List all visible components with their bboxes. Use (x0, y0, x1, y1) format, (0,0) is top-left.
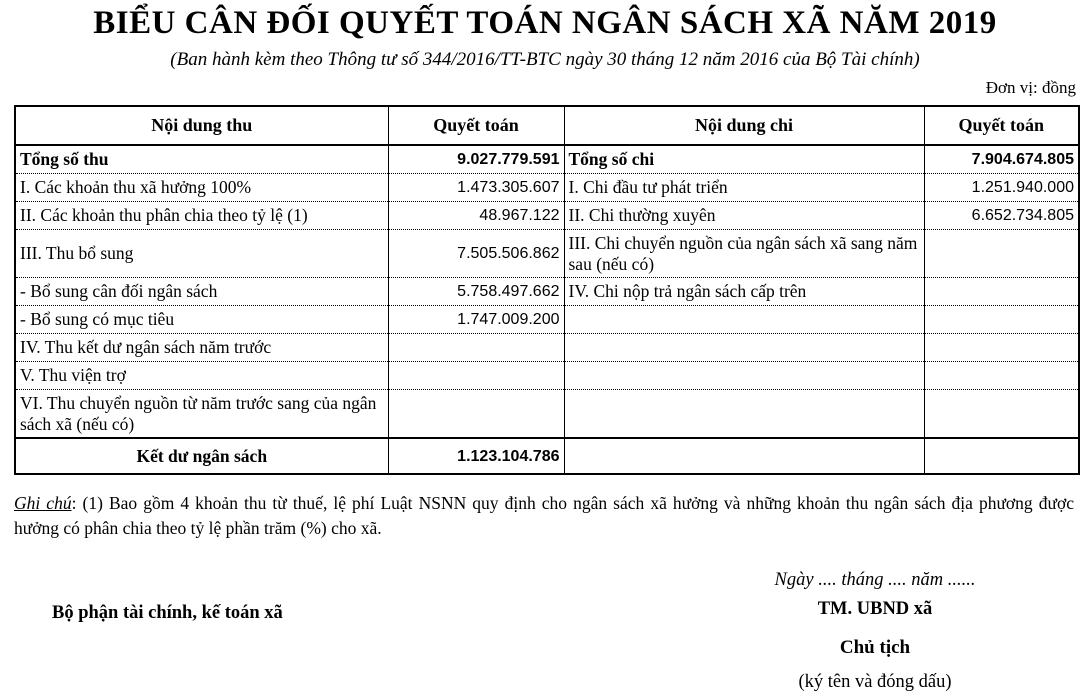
thu-value-cell: 5.758.497.662 (388, 277, 564, 305)
table-row (15, 229, 1079, 277)
balance-value-cell: 1.123.104.786 (388, 438, 564, 474)
thu-value-cell (388, 333, 564, 361)
document-page (0, 5, 1090, 692)
chi-value-cell: 1.251.940.000 (924, 173, 1079, 201)
table-row (15, 201, 1079, 229)
table-row (15, 333, 1079, 361)
page-subtitle: (Ban hành kèm theo Thông tư số 344/2016/TT-BTC ngày 30 tháng 12 năm 2016 của Bộ Tài chính) (170, 49, 920, 70)
signature-org: TM. UBND xã (817, 599, 933, 619)
chi-label-cell: Tổng số chi (564, 145, 924, 173)
balance-label-cell: Kết dư ngân sách (15, 438, 388, 474)
chi-value-cell: 7.904.674.805 (924, 145, 1079, 173)
thu-label-cell: I. Các khoản thu xã hưởng 100% (15, 173, 388, 201)
chi-label-cell: II. Chi thường xuyên (564, 201, 924, 229)
thu-label-cell: - Bổ sung cân đối ngân sách (15, 277, 388, 305)
header-chi-value: Quyết toán (924, 106, 1079, 145)
table-header-row (15, 106, 1079, 145)
chi-label-cell (564, 305, 924, 333)
budget-balance-table (14, 105, 1080, 475)
unit-label: Đơn vị: đồng (985, 78, 1076, 97)
thu-label-cell: - Bổ sung có mục tiêu (15, 305, 388, 333)
footnote-text: : (1) Bao gồm 4 khoản thu từ thuế, lệ phí Luật NSNN quy định cho ngân sách xã hưởng và những khoản thu ngân sách địa phương được hưởng có phân chia theo tỷ lệ phần trăm (%) cho xã. (14, 492, 1074, 538)
thu-value-cell: 48.967.122 (388, 201, 564, 229)
footnote (14, 491, 1074, 541)
chi-value-cell (924, 229, 1079, 277)
chi-value-cell (924, 361, 1079, 389)
chi-value-cell (924, 277, 1079, 305)
table-row (15, 145, 1079, 173)
header-thu-label: Nội dung thu (15, 106, 388, 145)
thu-label-cell: IV. Thu kết dư ngân sách năm trước (15, 333, 388, 361)
chi-value-cell (924, 333, 1079, 361)
chi-label-cell: IV. Chi nộp trả ngân sách cấp trên (564, 277, 924, 305)
chi-value-cell: 6.652.734.805 (924, 201, 1079, 229)
table-row (15, 277, 1079, 305)
chi-label-cell (564, 438, 924, 474)
table-row (15, 173, 1079, 201)
header-chi-label: Nội dung chi (564, 106, 924, 145)
chi-label-cell (564, 333, 924, 361)
thu-label-cell: VI. Thu chuyển nguồn từ năm trước sang của ngân sách xã (nếu có) (15, 389, 388, 438)
thu-label-cell: III. Thu bổ sung (15, 229, 388, 277)
chi-label-cell: III. Chi chuyển nguồn của ngân sách xã sang năm sau (nếu có) (564, 229, 924, 277)
balance-row (15, 438, 1079, 474)
thu-value-cell: 1.747.009.200 (388, 305, 564, 333)
chi-value-cell (924, 389, 1079, 438)
table-row (15, 389, 1079, 438)
chi-value-cell (924, 438, 1079, 474)
signature-right-block (695, 570, 1055, 693)
chi-value-cell (924, 305, 1079, 333)
table-row (15, 361, 1079, 389)
thu-label-cell: Tổng số thu (15, 145, 388, 173)
footnote-label: Ghi chú (14, 492, 72, 513)
page-title: BIỂU CÂN ĐỐI QUYẾT TOÁN NGÂN SÁCH XÃ NĂM 2019 (93, 5, 997, 41)
signature-left-title: Bộ phận tài chính, kế toán xã (52, 603, 283, 623)
signature-role: Chủ tịch (839, 637, 911, 658)
signature-note: (ký tên và đóng dấu) (798, 672, 952, 692)
thu-value-cell: 9.027.779.591 (388, 145, 564, 173)
table-row (15, 305, 1079, 333)
header-thu-value: Quyết toán (388, 106, 564, 145)
thu-value-cell (388, 389, 564, 438)
chi-label-cell (564, 361, 924, 389)
thu-value-cell: 7.505.506.862 (388, 229, 564, 277)
thu-label-cell: V. Thu viện trợ (15, 361, 388, 389)
thu-label-cell: II. Các khoản thu phân chia theo tỷ lệ (1) (15, 201, 388, 229)
chi-label-cell (564, 389, 924, 438)
chi-label-cell: I. Chi đầu tư phát triển (564, 173, 924, 201)
thu-value-cell (388, 361, 564, 389)
thu-value-cell: 1.473.305.607 (388, 173, 564, 201)
signature-date-line: Ngày .... tháng .... năm ...... (774, 570, 976, 590)
